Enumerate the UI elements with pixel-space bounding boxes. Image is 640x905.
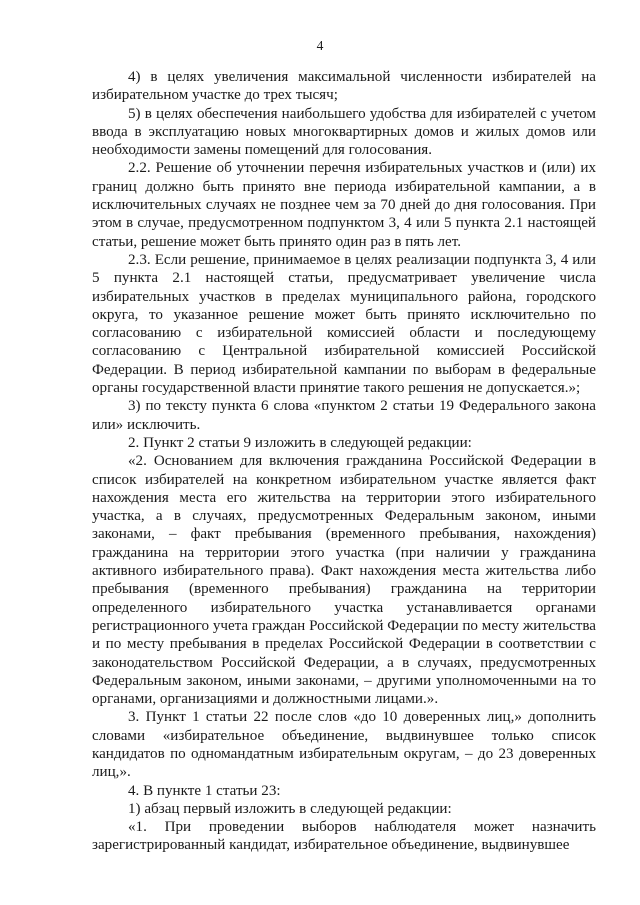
paragraph: 1) абзац первый изложить в следующей редакции: bbox=[128, 800, 452, 817]
paragraph: 2.3. Если решение, принимаемое в целях реализации подпункта 3, 4 или 5 пункта 2.1 настоящей статьи, предусматривает увеличение числа избирательных участков в пределах муниципального района, городского округа, то указанное решение может быть принято исключительно по согласованию с избирательной комиссией области и последующему согласованию с Центральной избирательной комиссией Российской Федерации. В период избирательной кампании по выборам в федеральные органы государственной власти принятие такого решения не допускается.»; bbox=[92, 251, 596, 397]
paragraph: «1. При проведении выборов наблюдателя может назначить зарегистрированный кандидат, избирательное объединение, выдвинувшее bbox=[92, 819, 596, 854]
document-body bbox=[92, 68, 596, 855]
paragraph: 4) в целях увеличения максимальной численности избирателей на избирательном участке до трех тысяч; bbox=[92, 69, 596, 104]
paragraph: 5) в целях обеспечения наибольшего удобства для избирателей с учетом ввода в эксплуатацию новых многоквартирных домов и жилых домов или необходимости замены помещений для голосования. bbox=[92, 105, 596, 159]
page-number: 4 bbox=[316, 38, 324, 53]
paragraph: 3. Пункт 1 статьи 22 после слов «до 10 доверенных лиц,» дополнить словами «избирательное объединение, выдвинувшее только список кандидатов по одномандатным избирательным округам, – до 23 доверенных лиц,». bbox=[92, 709, 596, 781]
paragraph: 2.2. Решение об уточнении перечня избирательных участков и (или) их границ должно быть принято вне периода избирательной кампании, а в исключительных случаях не позднее чем за 70 дней до дня голосования. При этом в случае, предусмотренном подпунктом 3, 4 или 5 пункта 2.1 настоящей статьи, решение может быть принято один раз в пять лет. bbox=[92, 160, 596, 250]
paragraph: 3) по тексту пункта 6 слова «пунктом 2 статьи 19 Федерального закона или» исключить. bbox=[92, 398, 596, 433]
paragraph: 2. Пункт 2 статьи 9 изложить в следующей редакции: bbox=[128, 434, 472, 451]
paragraph: «2. Основанием для включения гражданина Российской Федерации в список избирателей на конкретном избирательном участке является факт нахождения места его жительства на территории этого избирательного участка, а в случаях, предусмотренных Федеральным законом, иными законами, – факт пребывания (временного пребывания, нахождения) гражданина на территории этого участка (при наличии у гражданина активного избирательного права). Факт нахождения места жительства либо пребывания (временного пребывания) гражданина на территории определенного избирательного участка устанавливается органами регистрационного учета граждан Российской Федерации по месту жительства и по месту пребывания в пределах Российской Федерации в соответствии с законодательством Российской Федерации, а в случаях, предусмотренных Федеральным законом, иными законами, – другими уполномоченными на то органами, организациями и должностными лицами.». bbox=[92, 453, 596, 708]
paragraph: 4. В пункте 1 статьи 23: bbox=[128, 782, 281, 799]
